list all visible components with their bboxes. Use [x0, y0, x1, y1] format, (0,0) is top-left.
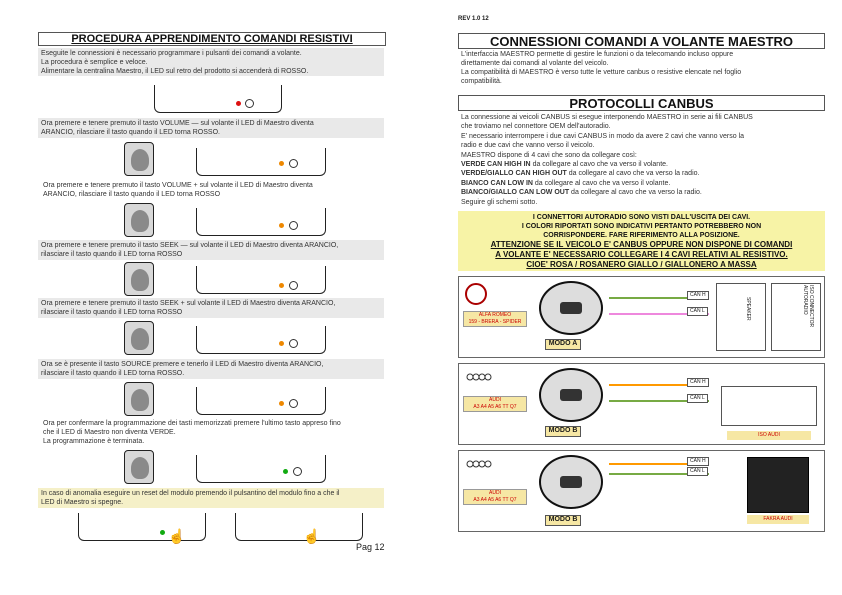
- led-indicator: [279, 283, 284, 288]
- intro-line: Alimentare la centralina Maestro, il LED sul retro del prodotto si accenderà di ROSSO.: [41, 68, 309, 75]
- step-text: [38, 240, 384, 260]
- can-l-label: CAN L: [687, 394, 708, 403]
- warning-line: A VOLANTE E' NECESSARIO COLLEGARE I 4 CAVI RELATIVI AL RESISTIVO.: [495, 250, 788, 259]
- connector-label: ISO CONNECTOR AUTORADIO: [802, 285, 814, 328]
- device-outline: [196, 148, 326, 176]
- fakra-connector: [747, 457, 809, 513]
- reset-line: In caso di anomalia eseguire un reset del modulo premendo il pulsantino del modulo fino a che il: [41, 490, 340, 497]
- model-line: A3 A4 A5 A6 TT Q7: [473, 497, 517, 503]
- vehicle-model: [463, 489, 527, 505]
- step-line: che il LED di Maestro non diventa VERDE.: [43, 429, 176, 436]
- can-h-label: CAN H: [687, 291, 709, 300]
- audi-logo-icon: [465, 455, 495, 463]
- mode-label: MODO B: [545, 515, 581, 526]
- steering-hand-icon: [124, 142, 154, 176]
- led-indicator: [279, 341, 284, 346]
- device-button-icon: [289, 221, 298, 230]
- text-line: che troviamo nel connettore OEM dell'autoradio.: [461, 123, 611, 131]
- connections-title: CONNESSIONI COMANDI A VOLANTE MAESTRO: [458, 33, 825, 49]
- pointer-hand-icon: ☝: [168, 528, 186, 544]
- step-text: [38, 118, 384, 138]
- pointer-hand-icon: ☝: [303, 528, 321, 544]
- cable-line: BIANCO CAN LOW IN da collegare al cavo che va verso il volante.: [461, 179, 671, 187]
- steering-wheel-icon: [539, 368, 603, 422]
- step-line: rilasciare il tasto quando il LED torna ROSSO: [41, 251, 183, 258]
- steering-hand-icon: [124, 450, 154, 484]
- wiring-diagram-audi-iso: [458, 363, 825, 445]
- step-text: [38, 298, 384, 318]
- device-outline: [196, 387, 326, 415]
- text-line: radio e due cavi che vanno verso il veicolo.: [461, 142, 595, 150]
- cable-line: BIANCO/GIALLO CAN LOW OUT da collegare al cavo che va verso la radio.: [461, 189, 702, 197]
- connector-label: SPEAKER: [745, 297, 751, 321]
- step-line: Ora premere e tenere premuto il tasto VOLUME — sul volante il LED di Maestro diventa: [41, 120, 314, 127]
- device-button-icon: [293, 467, 302, 476]
- right-page: [421, 0, 842, 595]
- steering-wheel-icon: [539, 281, 603, 335]
- warning-line: I COLORI RIPORTATI SONO INDICATIVI PERTANTO POTREBBERO NON: [521, 223, 762, 230]
- step-line: Ora premere e tenere premuto il tasto VOLUME + sul volante il LED di Maestro diventa: [43, 182, 313, 189]
- step-text: [38, 359, 384, 379]
- device-outline: [196, 266, 326, 294]
- device-button-icon: [289, 339, 298, 348]
- text-line: L'interfaccia MAESTRO permette di gestire le funzioni o da telecomando incluso oppure: [461, 51, 734, 58]
- led-indicator: [236, 101, 241, 106]
- step-line: Ora premere e tenere premuto il tasto SEEK — sul volante il LED di Maestro diventa ARANCIO,: [41, 242, 339, 249]
- device-outline: [196, 455, 326, 483]
- device-button-icon: [245, 99, 254, 108]
- led-indicator: [279, 223, 284, 228]
- reset-line: LED di Maestro si spegne.: [41, 499, 124, 506]
- reset-text: [38, 488, 384, 508]
- device-button-icon: [289, 159, 298, 168]
- text-line: La compatibilità di MAESTRO è verso tutte le vetture canbus o resistive elencate nel foglio: [461, 69, 742, 76]
- text-line: MAESTRO dispone di 4 cavi che sono da collegare così:: [461, 151, 637, 159]
- step-text: [40, 418, 386, 448]
- led-indicator: [160, 530, 165, 535]
- device-outline: [196, 326, 326, 354]
- cable-line: VERDE/GIALLO CAN HIGH OUT da collegare al cavo che va verso la radio.: [461, 170, 700, 178]
- connector-label: ISO AUDI: [727, 431, 811, 440]
- model-line: A3 A4 A5 A6 TT Q7: [473, 404, 517, 410]
- warning-line: ATTENZIONE SE IL VEICOLO E' CANBUS OPPURE NON DISPONE DI COMANDI: [490, 240, 793, 249]
- step-line: rilasciare il tasto quando il LED torna ROSSO.: [41, 370, 185, 377]
- text-line: compatibilità.: [461, 78, 502, 85]
- left-title: PROCEDURA APPRENDIMENTO COMANDI RESISTIVI: [38, 32, 386, 46]
- led-indicator: [283, 469, 288, 474]
- text-line: Seguire gli schemi sotto.: [461, 198, 538, 206]
- intro-block: [38, 48, 384, 76]
- step-line: Ora per confermare la programmazione dei tasti memorizzati premere l'ultimo tasto appreso fino: [43, 420, 341, 427]
- wiring-diagram-alfa: [458, 276, 825, 358]
- device-outline: [154, 85, 282, 113]
- text-line: direttamente dai comandi al volante del veicolo.: [461, 60, 609, 67]
- vehicle-model: [463, 311, 527, 327]
- alfa-logo-icon: [465, 283, 487, 305]
- text-line: E' necessario interrompere i due cavi CANBUS in modo da avere 2 cavi che vanno verso la: [461, 132, 745, 140]
- model-line: AUDI: [489, 397, 501, 403]
- steering-hand-icon: [124, 321, 154, 355]
- step-line: Ora premere e tenere premuto il tasto SEEK + sul volante il LED di Maestro diventa ARANCIO,: [41, 300, 336, 307]
- can-l-label: CAN L: [687, 467, 708, 476]
- can-h-label: CAN H: [687, 457, 709, 466]
- warning-line: CORRISPONDERE. FARE RIFERIMENTO ALLA POSIZIONE.: [543, 232, 740, 239]
- step-line: Ora se è presente il tasto SOURCE premere e tenerlo il LED di Maestro diventa ARANCIO,: [41, 361, 324, 368]
- steering-wheel-icon: [539, 455, 603, 509]
- step-text: [40, 180, 386, 200]
- led-indicator: [279, 401, 284, 406]
- connector-label: FAKRA AUDI: [747, 515, 809, 524]
- warning-line: CIOE' ROSA / ROSANERO GIALLO / GIALLONERO A MASSA: [526, 260, 757, 269]
- canbus-title: PROTOCOLLI CANBUS: [458, 95, 825, 111]
- vehicle-model: [463, 396, 527, 412]
- device-outline: [78, 513, 206, 541]
- device-button-icon: [289, 399, 298, 408]
- mode-label: MODO B: [545, 426, 581, 437]
- step-line: ARANCIO, rilasciare il tasto quando il LED torna ROSSO: [43, 191, 221, 198]
- iso-audi-connector: [721, 386, 817, 426]
- intro-line: Eseguite le connessioni è necessario programmare i pulsanti dei comandi a volante.: [41, 50, 302, 57]
- canbus-text: [461, 113, 823, 207]
- speaker-connector: [716, 283, 766, 351]
- connections-text: [461, 50, 823, 86]
- cable-line: VERDE CAN HIGH IN da collegare al cavo che va verso il volante.: [461, 161, 668, 169]
- page-number: Pag 12: [356, 542, 385, 552]
- led-indicator: [279, 161, 284, 166]
- warning-line: I CONNETTORI AUTORADIO SONO VISTI DALL'USCITA DEI CAVI.: [532, 214, 751, 221]
- step-line: ARANCIO, rilasciare il tasto quando il LED torna ROSSO.: [41, 129, 220, 136]
- warning-box: [458, 211, 825, 271]
- steering-hand-icon: [124, 262, 154, 296]
- wiring-diagram-audi-fakra: [458, 450, 825, 532]
- audi-logo-icon: [465, 368, 495, 376]
- step-line: rilasciare il tasto quando il LED torna ROSSO: [41, 309, 183, 316]
- step-line: La programmazione è terminata.: [43, 438, 145, 445]
- mode-label: MODO A: [545, 339, 581, 350]
- steering-hand-icon: [124, 203, 154, 237]
- device-outline: [196, 208, 326, 236]
- text-line: La connessione ai veicoli CANBUS si esegue interponendo MAESTRO in serie ai fili CANBUS: [461, 114, 753, 121]
- can-h-label: CAN H: [687, 378, 709, 387]
- model-line: ALFA ROMEO: [478, 312, 512, 318]
- intro-line: La procedura è semplice e veloce.: [41, 59, 148, 66]
- device-outline: [235, 513, 363, 541]
- model-line: 159 - BRERA - SPIDER: [468, 319, 522, 325]
- device-button-icon: [289, 281, 298, 290]
- revision-label: REV 1.0 12: [458, 16, 489, 22]
- model-line: AUDI: [489, 490, 501, 496]
- steering-hand-icon: [124, 382, 154, 416]
- can-l-label: CAN L: [687, 307, 708, 316]
